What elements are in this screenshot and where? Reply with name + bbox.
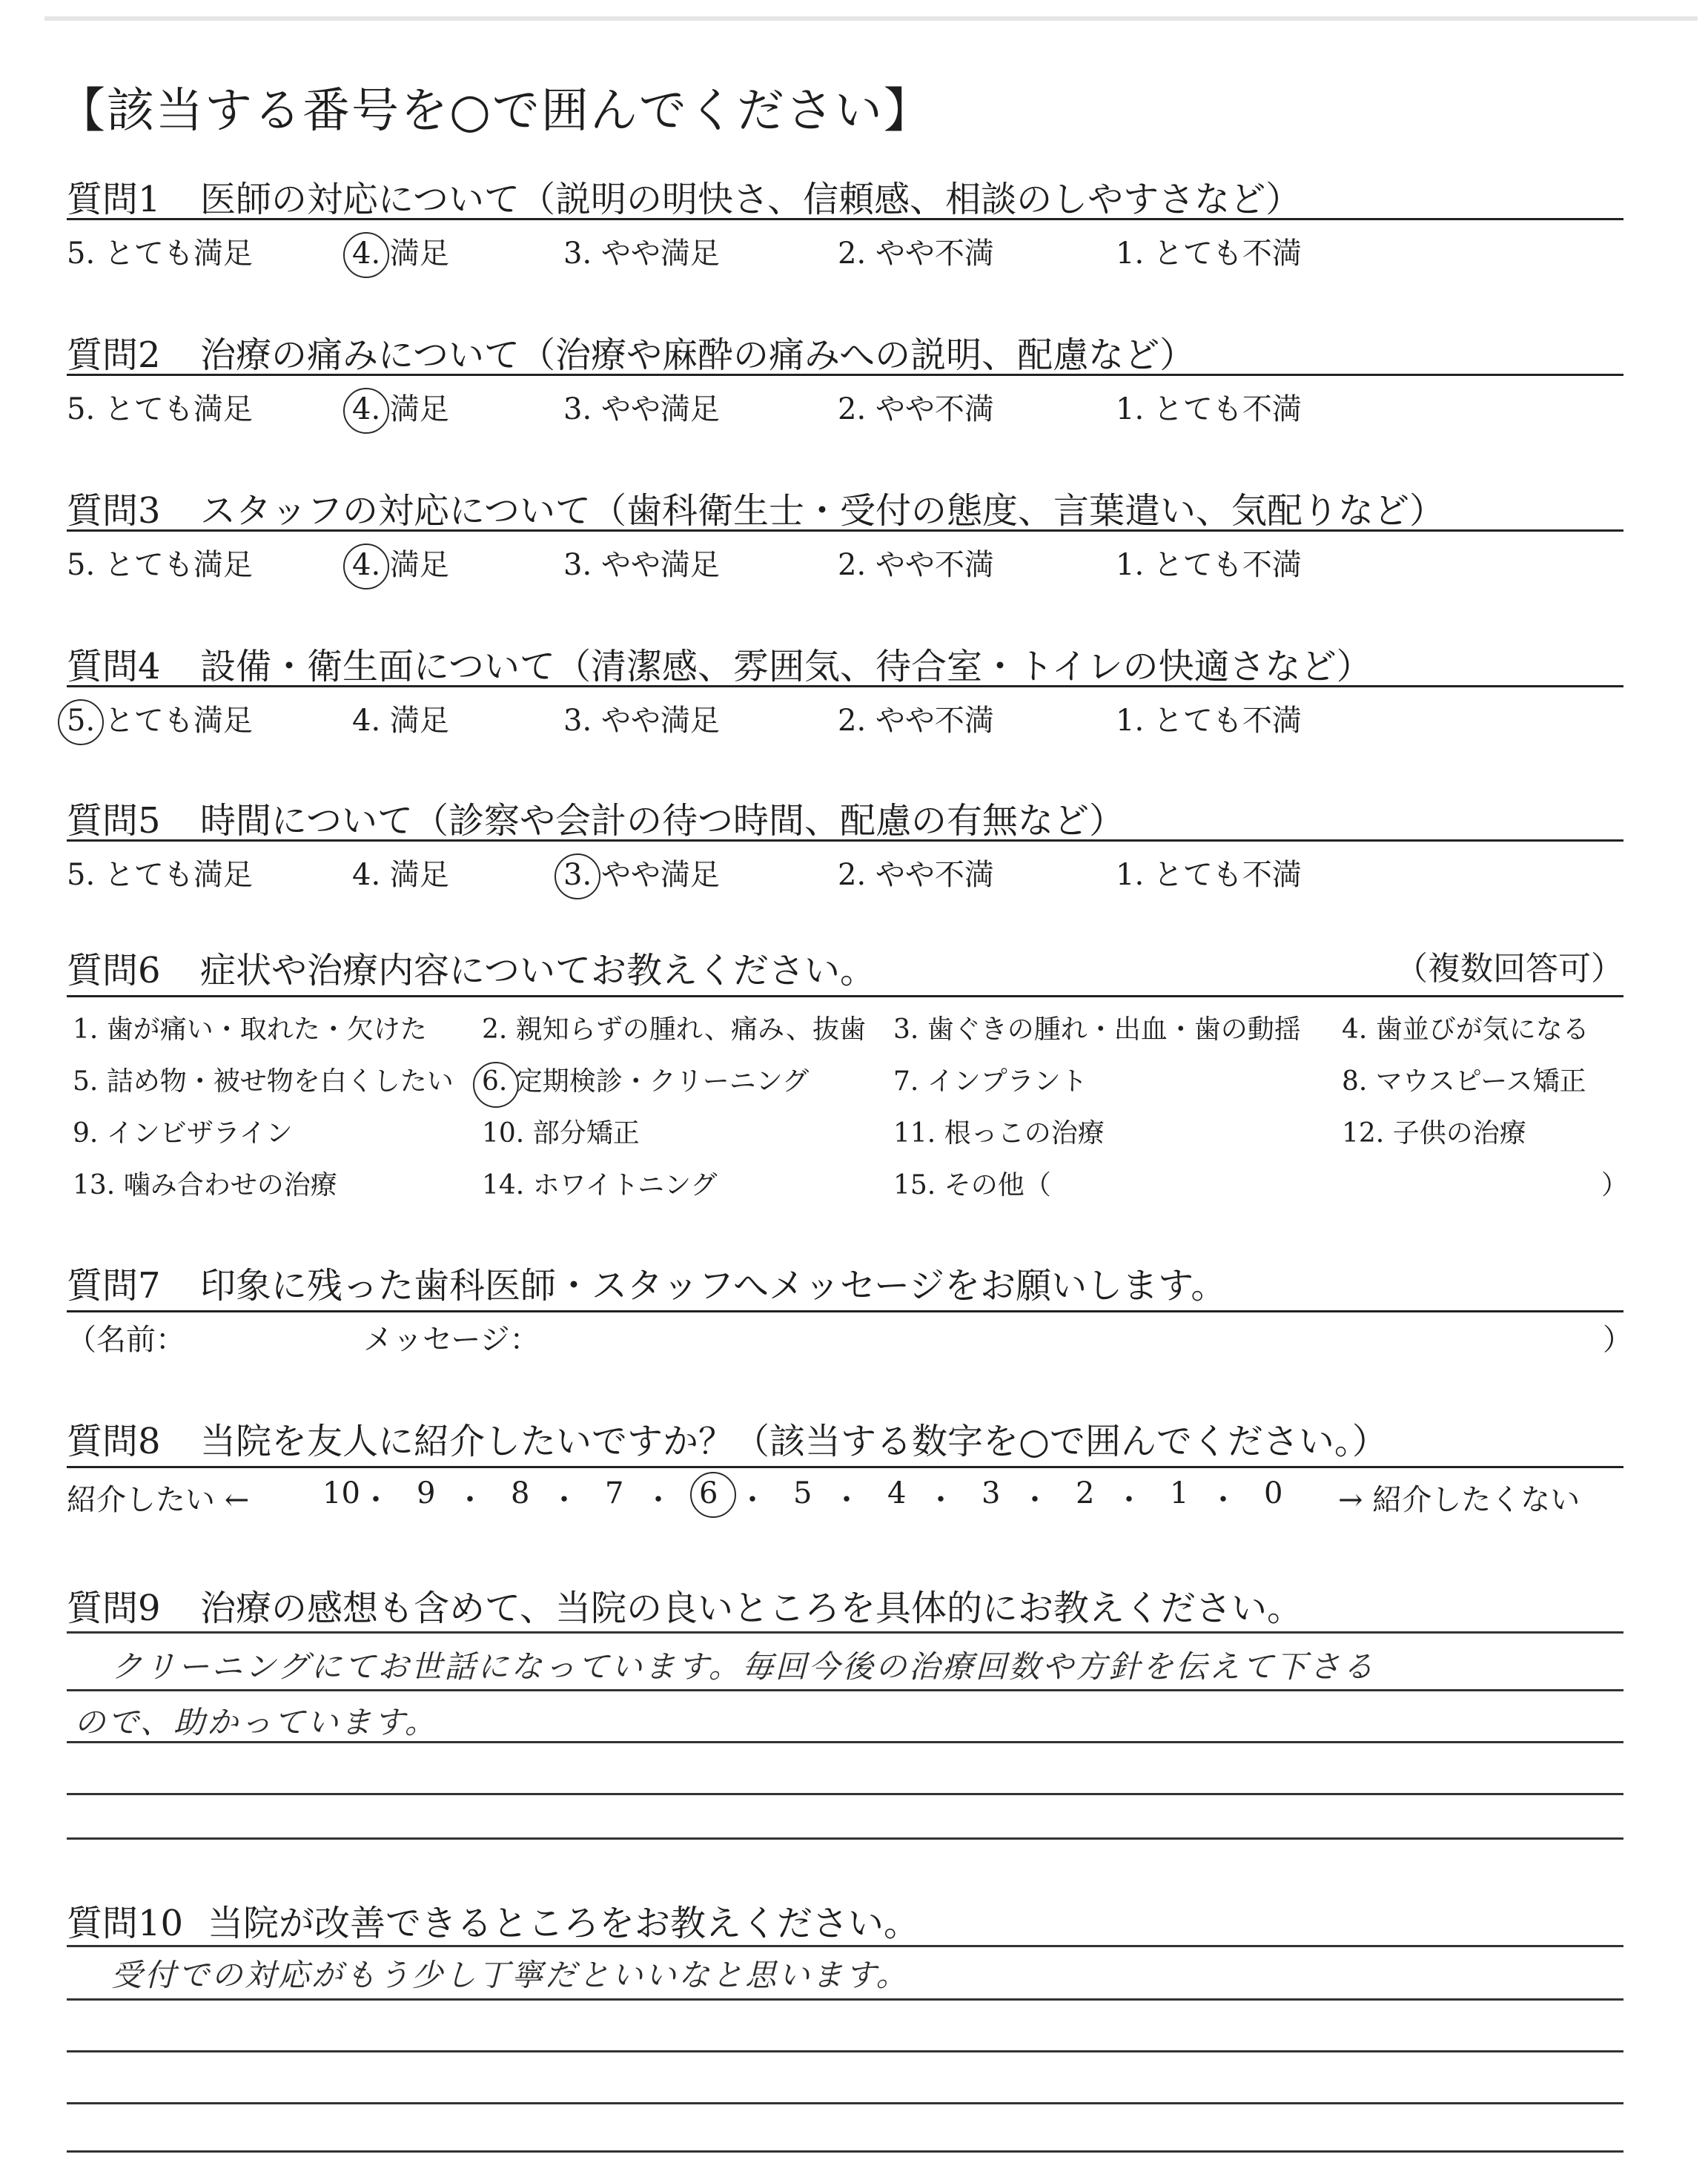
scale-separator: ・ (549, 1483, 579, 1517)
question-2-heading (67, 326, 1195, 377)
multiple-answers-note: （複数回答可） (1395, 950, 1623, 988)
question-text: 医師の対応について（説明の明快さ、信頼感、相談のしやすさなど） (200, 179, 1302, 220)
symptom-option[interactable] (73, 1060, 454, 1098)
symptom-option[interactable] (893, 1112, 1105, 1150)
close-paren: ） (1603, 1323, 1632, 1357)
scale-number: 10 (322, 1476, 360, 1510)
question-number: 質問4 (67, 646, 161, 687)
rating-option-selected[interactable] (563, 851, 720, 894)
rating-option[interactable] (838, 697, 994, 739)
recommend-scale (67, 1476, 1623, 1521)
rating-option[interactable] (1116, 697, 1302, 739)
symptom-option[interactable] (73, 1112, 293, 1150)
scale-number: 5 (793, 1476, 812, 1510)
question-text: 設備・衛生面について（清潔感、雰囲気、待合室・トイレの快適さなど） (200, 646, 1372, 687)
rating-option[interactable] (838, 541, 994, 584)
option-label: 12. 子供の治療 (1342, 1118, 1526, 1149)
option-label: 3. やや満足 (563, 548, 720, 582)
question-9-heading (67, 1579, 1302, 1631)
question-rule (67, 685, 1623, 687)
option-label: 3. やや満足 (563, 237, 720, 271)
rating-option[interactable] (563, 541, 720, 584)
question-8-heading (67, 1413, 1388, 1464)
scale-number: 1 (1170, 1476, 1189, 1510)
scale-value-selected[interactable] (699, 1476, 718, 1510)
answer-line (67, 1945, 1623, 1947)
question-5-heading (67, 792, 1125, 843)
handwritten-answer-line-1: 受付での対応がもう少し丁寧だといいなと思います。 (111, 1957, 910, 1993)
option-label: 4. 満足 (352, 704, 449, 738)
scale-separator: ・ (738, 1483, 767, 1517)
rating-option[interactable] (1116, 851, 1302, 894)
option-label: 10. 部分矯正 (482, 1118, 640, 1149)
symptom-option[interactable] (1342, 1008, 1589, 1046)
handwritten-answer-line-1: クリーニングにてお世話になっています。毎回今後の治療回数や方針を伝えて下さる (111, 1648, 1376, 1685)
question-text: 当院を友人に紹介したいですか？（該当する数字を○で囲んでください。） (200, 1421, 1388, 1462)
option-label: 4. 満足 (352, 548, 449, 582)
symptom-option[interactable] (482, 1164, 717, 1202)
scale-separator: ・ (643, 1483, 673, 1517)
option-label: 5. 詰め物・被せ物を白くしたい (73, 1066, 454, 1097)
scale-value[interactable] (322, 1476, 360, 1510)
option-label: 3. やや満足 (563, 704, 720, 738)
scale-number: 2 (1076, 1476, 1095, 1510)
option-label: 1. 歯が痛い・取れた・欠けた (73, 1014, 427, 1045)
rating-option[interactable] (67, 230, 253, 272)
close-paren (1601, 1164, 1628, 1202)
scale-number: 4 (887, 1476, 907, 1510)
scale-value[interactable] (793, 1476, 812, 1510)
question-rule (67, 995, 1623, 997)
scale-separator: ・ (361, 1483, 391, 1517)
question-rule (67, 374, 1623, 376)
option-label: ） (1601, 1170, 1629, 1200)
handwritten-answer-line-2: ので、助かっています。 (74, 1704, 438, 1740)
scale-value[interactable] (511, 1476, 529, 1510)
rating-option[interactable] (838, 386, 994, 428)
rating-option[interactable] (563, 386, 720, 428)
option-label: 1. とても不満 (1116, 237, 1302, 271)
answer-line (67, 1837, 1623, 1840)
rating-option-selected[interactable] (352, 541, 449, 584)
option-label: 3. 歯ぐきの腫れ・出血・歯の動揺 (893, 1014, 1301, 1045)
option-label: 4. 満足 (352, 858, 449, 892)
scale-number: 3 (982, 1476, 1001, 1510)
option-label: 4. 満足 (352, 392, 449, 426)
rating-option-selected[interactable] (67, 697, 253, 739)
answer-line (67, 1631, 1623, 1634)
question-number: 質問1 (67, 179, 161, 220)
option-label: 1. とても不満 (1116, 548, 1302, 582)
message-label: メッセージ： (363, 1323, 540, 1357)
answer-line (67, 2102, 1623, 2104)
rating-option-selected[interactable] (352, 230, 449, 272)
scale-separator: ・ (1114, 1483, 1144, 1517)
option-label: 14. ホワイトニング (482, 1170, 718, 1200)
scale-value[interactable] (982, 1476, 1000, 1510)
question-text: 治療の痛みについて（治療や麻酔の痛みへの説明、配慮など） (200, 334, 1196, 376)
name-label: （名前： (67, 1323, 185, 1357)
option-label: 4. 満足 (352, 237, 449, 271)
option-label: 5. とても満足 (67, 704, 253, 738)
question-number: 質問5 (67, 800, 161, 842)
question-6-heading (67, 942, 875, 993)
option-label: 8. マウスピース矯正 (1342, 1066, 1586, 1097)
scale-separator: ・ (1208, 1483, 1238, 1517)
option-label: 15. その他（ (893, 1170, 1051, 1200)
answer-line (67, 1793, 1623, 1795)
option-label: 9. インビザライン (73, 1118, 293, 1149)
scale-value[interactable] (887, 1476, 906, 1510)
answer-line (67, 2050, 1623, 2052)
scale-value[interactable] (417, 1476, 435, 1510)
rating-option[interactable] (563, 230, 720, 272)
option-label: 5. とても満足 (67, 237, 253, 271)
scale-right-label: → 紹介したくない (1338, 1483, 1580, 1517)
question-rule (67, 1466, 1623, 1468)
question-rule (67, 529, 1623, 532)
question-3-heading (67, 482, 1445, 533)
question-number: 質問6 (67, 950, 161, 991)
question-7-heading (67, 1257, 1226, 1308)
rating-option[interactable] (1116, 230, 1302, 272)
option-label: 3. やや満足 (563, 858, 720, 892)
option-label: 2. やや不満 (838, 237, 994, 271)
option-label: 3. やや満足 (563, 392, 720, 426)
option-label: 7. インプラント (893, 1066, 1088, 1097)
scale-number: 7 (605, 1476, 624, 1510)
option-label: 2. やや不満 (838, 858, 994, 892)
answer-line (67, 1689, 1623, 1691)
question-number: 質問9 (67, 1588, 161, 1629)
symptom-option[interactable] (893, 1164, 1051, 1202)
option-label: 1. とても不満 (1116, 858, 1302, 892)
form-title: 【該当する番号を○で囲んでください】 (58, 84, 933, 139)
rating-option[interactable] (352, 851, 449, 894)
option-label: 4. 歯並びが気になる (1342, 1014, 1589, 1045)
symptom-option[interactable] (73, 1008, 427, 1046)
option-label: 1. とても不満 (1116, 704, 1302, 738)
scale-value[interactable] (605, 1476, 623, 1510)
option-label: 5. とても満足 (67, 548, 253, 582)
rating-option[interactable] (1116, 541, 1302, 584)
rating-option[interactable] (352, 697, 449, 739)
question-text: スタッフの対応について（歯科衛生士・受付の態度、言葉遣い、気配りなど） (200, 490, 1446, 532)
symptom-option[interactable] (1342, 1112, 1526, 1150)
symptom-option-selected[interactable] (482, 1060, 809, 1098)
scale-number: 9 (417, 1476, 436, 1510)
scale-number: 8 (511, 1476, 530, 1510)
question-text: 時間について（診察や会計の待つ時間、配慮の有無など） (200, 800, 1125, 842)
question-number: 質問2 (67, 334, 161, 376)
question-1-heading (67, 171, 1301, 222)
option-label: 2. やや不満 (838, 392, 994, 426)
question-number: 質問10 (67, 1903, 184, 1944)
scale-number: 0 (1264, 1476, 1283, 1510)
symptom-option[interactable] (893, 1008, 1301, 1046)
rating-option[interactable] (563, 697, 720, 739)
question-10-heading (67, 1895, 919, 1946)
option-label: 5. とても満足 (67, 858, 253, 892)
question-number: 質問7 (67, 1265, 161, 1307)
rating-option-selected[interactable] (352, 386, 449, 428)
symptom-option[interactable] (893, 1060, 1088, 1098)
scale-number: 6 (699, 1476, 718, 1510)
question-text: 症状や治療内容についてお教えください。 (200, 950, 876, 991)
answer-line (67, 2150, 1623, 2153)
scale-separator: ・ (1020, 1483, 1050, 1517)
question-4-heading (67, 638, 1372, 689)
scale-value[interactable] (1264, 1476, 1282, 1510)
option-label: 2. やや不満 (838, 704, 994, 738)
scale-left-label: 紹介したい ← (67, 1483, 250, 1517)
symptom-option[interactable] (1342, 1060, 1586, 1098)
question-rule (67, 1310, 1623, 1312)
answer-line (67, 1998, 1623, 2001)
option-label: 6. 定期検診・クリーニング (482, 1066, 810, 1097)
question-rule (67, 218, 1623, 220)
scale-separator: ・ (832, 1483, 861, 1517)
rating-option[interactable] (67, 851, 253, 894)
symptom-option[interactable] (73, 1164, 337, 1202)
question-text: 治療の感想も含めて、当院の良いところを具体的にお教えください。 (200, 1588, 1303, 1629)
question-rule (67, 839, 1623, 842)
scale-separator: ・ (926, 1483, 956, 1517)
option-label: 2. 親知らずの腫れ、痛み、抜歯 (482, 1014, 867, 1045)
option-label: 1. とても不満 (1116, 392, 1302, 426)
scale-value[interactable] (1076, 1476, 1094, 1510)
option-label: 11. 根っこの治療 (893, 1118, 1105, 1149)
rating-option[interactable] (838, 230, 994, 272)
rating-option[interactable] (67, 541, 253, 584)
question-number: 質問8 (67, 1421, 161, 1462)
rating-option[interactable] (67, 386, 253, 428)
rating-option[interactable] (1116, 386, 1302, 428)
rating-option[interactable] (838, 851, 994, 894)
scale-value[interactable] (1170, 1476, 1188, 1510)
scale-separator: ・ (455, 1483, 485, 1517)
symptom-option[interactable] (482, 1008, 866, 1046)
question-text: 当院が改善できるところをお教えください。 (208, 1903, 920, 1944)
symptom-option[interactable] (482, 1112, 640, 1150)
question-number: 質問3 (67, 490, 161, 532)
option-label: 2. やや不満 (838, 548, 994, 582)
option-label: 5. とても満足 (67, 392, 253, 426)
question-text: 印象に残った歯科医師・スタッフへメッセージをお願いします。 (200, 1265, 1227, 1307)
option-label: 13. 噛み合わせの治療 (73, 1170, 337, 1200)
